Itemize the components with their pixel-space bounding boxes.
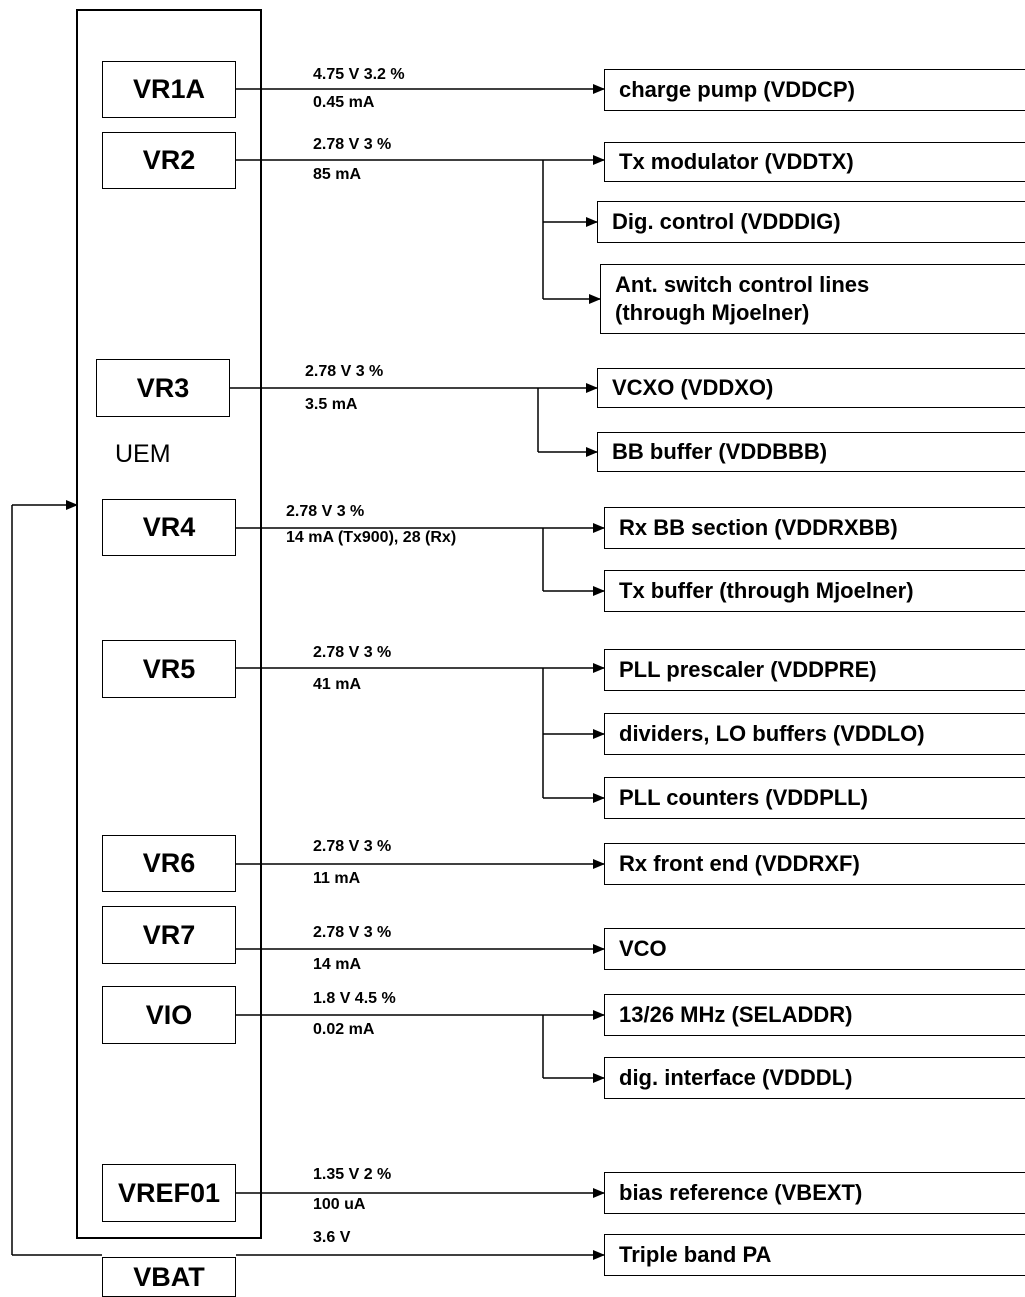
voltage-tolerance-label: 2.78 V 3 % — [305, 363, 384, 380]
current-label: 41 mA — [313, 676, 362, 693]
load-box: VCO — [604, 928, 1025, 970]
voltage-tolerance-label: 1.8 V 4.5 % — [313, 990, 396, 1007]
load-box: VCXO (VDDXO) — [597, 368, 1025, 408]
uem-block — [77, 10, 261, 1238]
regulator-box: VR4 — [102, 499, 236, 556]
current-label: 0.45 mA — [313, 94, 375, 111]
current-label: 3.5 mA — [305, 396, 358, 413]
voltage-tolerance-label: 3.6 V — [313, 1229, 351, 1246]
load-box: Ant. switch control lines (through Mjoelner) — [600, 264, 1025, 334]
regulator-box: VR1A — [102, 61, 236, 118]
voltage-tolerance-label: 2.78 V 3 % — [313, 838, 392, 855]
load-box: dig. interface (VDDDL) — [604, 1057, 1025, 1099]
voltage-tolerance-label: 2.78 V 3 % — [313, 924, 392, 941]
current-label: 100 uA — [313, 1196, 366, 1213]
voltage-tolerance-label: 1.35 V 2 % — [313, 1166, 392, 1183]
regulator-box: VR5 — [102, 640, 236, 698]
regulator-box: VREF01 — [102, 1164, 236, 1222]
current-label: 14 mA — [313, 956, 362, 973]
load-box: Rx front end (VDDRXF) — [604, 843, 1025, 885]
load-box: charge pump (VDDCP) — [604, 69, 1025, 111]
voltage-tolerance-label: 2.78 V 3 % — [313, 136, 392, 153]
regulator-box: VR7 — [102, 906, 236, 964]
load-box: Tx modulator (VDDTX) — [604, 142, 1025, 182]
voltage-tolerance-label: 2.78 V 3 % — [313, 644, 392, 661]
regulator-box: VBAT — [102, 1257, 236, 1297]
current-label: 11 mA — [313, 870, 361, 887]
regulator-box: VR3 — [96, 359, 230, 417]
current-label: 14 mA (Tx900), 28 (Rx) — [286, 529, 457, 546]
current-label: 85 mA — [313, 166, 362, 183]
regulator-box: VR6 — [102, 835, 236, 892]
load-box: Triple band PA — [604, 1234, 1025, 1276]
load-box: PLL counters (VDDPLL) — [604, 777, 1025, 819]
voltage-tolerance-label: 2.78 V 3 % — [286, 503, 365, 520]
voltage-tolerance-label: 4.75 V 3.2 % — [313, 66, 405, 83]
load-box: 13/26 MHz (SELADDR) — [604, 994, 1025, 1036]
load-box: PLL prescaler (VDDPRE) — [604, 649, 1025, 691]
load-box: Dig. control (VDDDIG) — [597, 201, 1025, 243]
regulator-box: VR2 — [102, 132, 236, 189]
load-box: BB buffer (VDDBBB) — [597, 432, 1025, 472]
uem-label: UEM — [115, 440, 171, 468]
load-box: dividers, LO buffers (VDDLO) — [604, 713, 1025, 755]
load-box: Rx BB section (VDDRXBB) — [604, 507, 1025, 549]
current-label: 0.02 mA — [313, 1021, 375, 1038]
load-box: Tx buffer (through Mjoelner) — [604, 570, 1025, 612]
regulator-box: VIO — [102, 986, 236, 1044]
load-box: bias reference (VBEXT) — [604, 1172, 1025, 1214]
